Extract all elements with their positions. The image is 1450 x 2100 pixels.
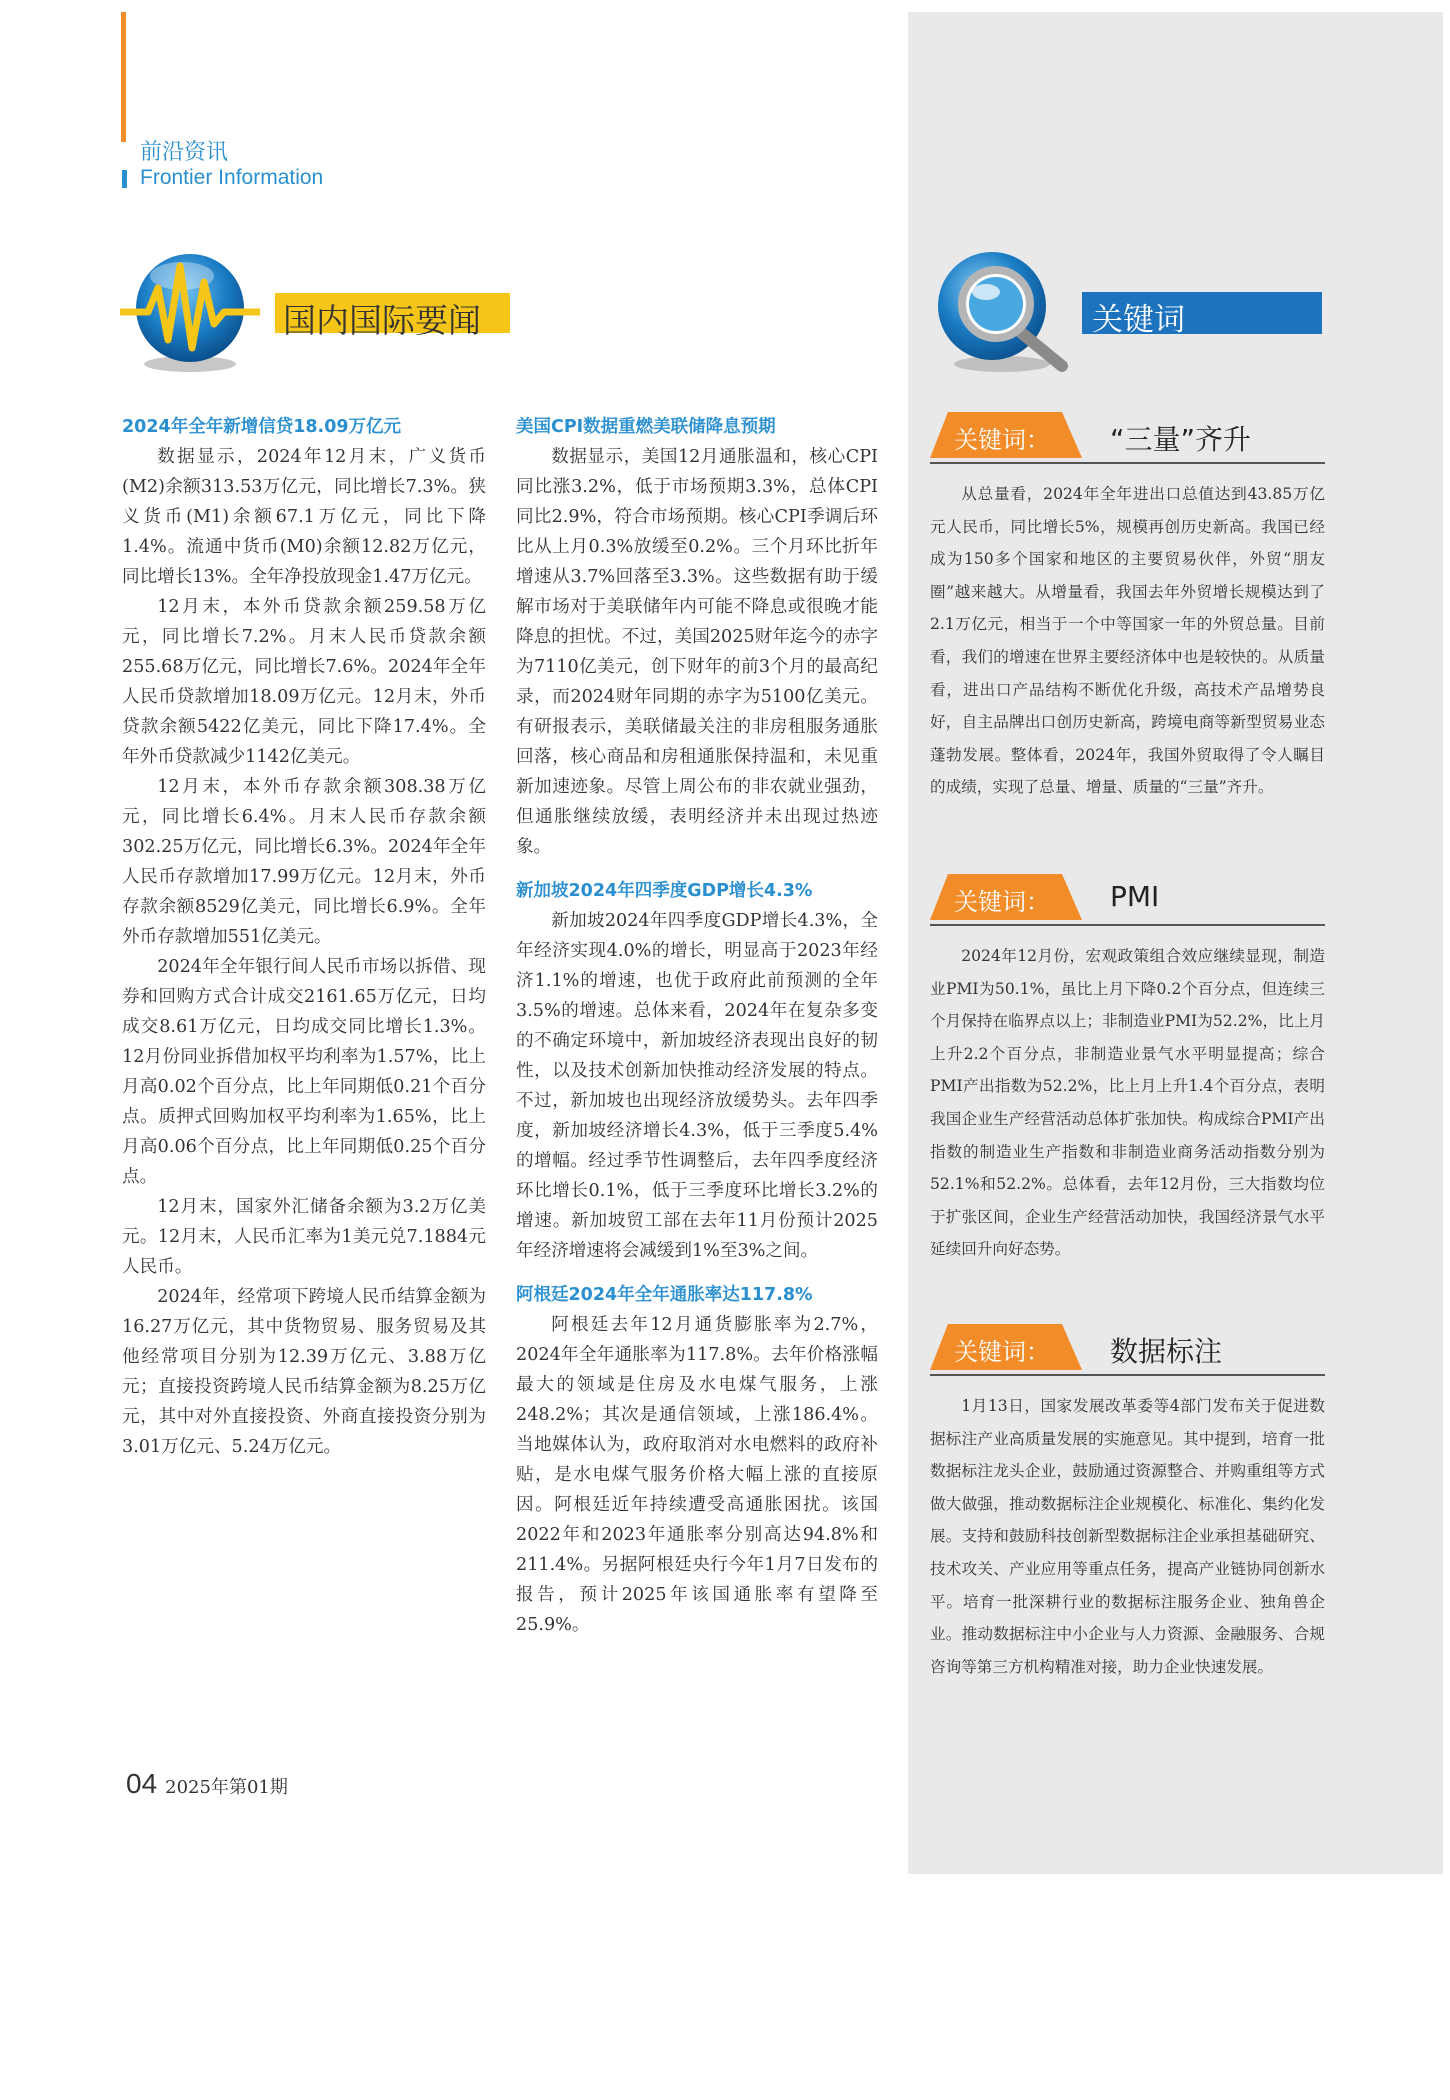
keyword-body (930, 940, 1325, 1266)
article-title: 2024年全年新增信贷18.09万亿元 (122, 417, 402, 437)
keyword-body (930, 1390, 1325, 1683)
article-paragraph: 12月末，本外币存款余额308.38万亿元，同比增长6.4%。月末人民币存款余额302.25万亿元，同比增长6.3%。2024年全年人民币存款增加17.99万亿元。12月末，外币存款余额8529亿美元，同比增长6.9%。全年外币存款增加551亿美元。 (122, 777, 486, 947)
keyword-paragraph: 1月13日，国家发展改革委等4部门发布关于促进数据标注产业高质量发展的实施意见。其中提到，培育一批数据标注龙头企业，鼓励通过资源整合、并购重组等方式做大做强，推动数据标注企业规模化、标准化、集约化发展。支持和鼓励科技创新型数据标注企业承担基础研究、技术攻关、产业应用等重点任务，提高产业链协同创新水平。培育一批深耕行业的数据标注服务企业、独角兽企业。推动数据标注中小企业与人力资源、金融服务、合规咨询等第三方机构精准对接，助力企业快速发展。 (930, 1397, 1325, 1676)
keyword-body (930, 478, 1325, 804)
article-paragraph: 12月末，本外币贷款余额259.58万亿元，同比增长7.2%。月末人民币贷款余额255.68万亿元，同比增长7.6%。2024年全年人民币贷款增加18.09万亿元。12月末，外币贷款余额5422亿美元，同比下降17.4%。全年外币贷款减少1142亿美元。 (122, 597, 486, 767)
keyword-tag-label: 关键词： (954, 426, 1050, 454)
page-footer (126, 1768, 288, 1800)
keywords-banner-label: 关键词 (1092, 302, 1185, 338)
magnifier-icon (930, 248, 1080, 378)
article-paragraph: 数据显示，2024年12月末，广义货币(M2)余额313.53万亿元，同比增长7.3%。狭义货币(M1)余额67.1万亿元，同比下降1.4%。流通中货币(M0)余额12.82万亿元，同比增长13%。全年净投放现金1.47万亿元。 (122, 447, 486, 587)
keyword-paragraph: 从总量看，2024年全年进出口总值达到43.85万亿元人民币，同比增长5%，规模再创历史新高。我国已经成为150多个国家和地区的主要贸易伙伴，外贸“朋友圈”越来越大。从增量看，我国去年外贸增长规模达到了2.1万亿元，相当于一个中等国家一年的外贸总量。目前看，我们的增速在世界主要经济体中也是较快的。从质量看，进出口产品结构不断优化升级，高技术产品增势良好，自主品牌出口创历史新高，跨境电商等新型贸易业态蓬勃发展。整体看，2024年，我国外贸取得了令人瞩目的成绩，实现了总量、增量、质量的“三量”齐升。 (930, 485, 1325, 797)
keyword-tag-label: 关键词： (954, 888, 1050, 916)
page-number: 04 (126, 1768, 158, 1799)
article-paragraph: 新加坡2024年四季度GDP增长4.3%，全年经济实现4.0%的增长，明显高于2023年经济1.1%的增速，也优于政府此前预测的全年3.5%的增速。总体来看，2024年在复杂多变的不确定环境中，新加坡经济表现出良好的韧性，以及技术创新加快推动经济发展的特点。不过，新加坡也出现经济放缓势头。去年四季度，新加坡经济增长4.3%，低于三季度5.4%的增幅。经过季节性调整后，去年四季度经济环比增长0.1%，低于三季度环比增长3.2%的增速。新加坡贸工部在去年11月份预计2025年经济增速将会减缓到1%至3%之间。 (516, 911, 878, 1261)
keyword-header (930, 1324, 1325, 1376)
header-accent-line (121, 12, 126, 142)
keyword-header (930, 412, 1325, 464)
keyword-title: 数据标注 (1110, 1335, 1223, 1368)
news-column-left (122, 410, 486, 1462)
article-title: 阿根廷2024年全年通胀率达117.8% (516, 1285, 813, 1305)
keyword-title: PMI (1110, 880, 1160, 913)
article-paragraph: 2024年，经常项下跨境人民币结算金额为16.27万亿元，其中货物贸易、服务贸易及其他经常项目分别为12.39万亿元、3.88万亿元；直接投资跨境人民币结算金额为8.25万亿元，其中对外直接投资、外商直接投资分别为3.01万亿元、5.24万亿元。 (122, 1287, 486, 1457)
section-title-cn: 前沿资讯 (140, 140, 229, 165)
article-paragraph: 阿根廷去年12月通货膨胀率为2.7%，2024年全年通胀率为117.8%。去年价格涨幅最大的领域是住房及水电煤气服务，上涨248.2%；其次是通信领域，上涨186.4%。当地媒体认为，政府取消对水电燃料的政府补贴，是水电煤气服务价格大幅上涨的直接原因。阿根廷近年持续遭受高通胀困扰。该国2022年和2023年通胀率分别高达94.8%和211.4%。另据阿根廷央行今年1月7日发布的报告，预计2025年该国通胀率有望降至25.9%。 (516, 1315, 878, 1635)
article-paragraph: 12月末，国家外汇储备余额为3.2万亿美元。12月末，人民币汇率为1美元兑7.1884元人民币。 (122, 1197, 486, 1277)
issue-label: 2025年第01期 (165, 1777, 288, 1798)
keyword-paragraph: 2024年12月份，宏观政策组合效应继续显现，制造业PMI为50.1%，虽比上月下降0.2个百分点，但连续三个月保持在临界点以上；非制造业PMI为52.2%，比上月上升2.2个百分点，非制造业景气水平明显提高；综合PMI产出指数为52.2%，比上月上升1.4个百分点，表明我国企业生产经营活动总体扩张加快。构成综合PMI产出指数的制造业生产指数和非制造业商务活动指数分别为52.1%和52.2%。总体看，去年12月份，三大指数均位于扩张区间，企业生产经营活动加快，我国经济景气水平延续回升向好态势。 (930, 947, 1325, 1259)
keyword-header (930, 874, 1325, 926)
article-title: 美国CPI数据重燃美联储降息预期 (516, 417, 776, 437)
keywords-banner (1082, 292, 1322, 338)
section-title-en: Frontier Information (140, 166, 324, 189)
article-title: 新加坡2024年四季度GDP增长4.3% (516, 881, 813, 901)
article-paragraph: 数据显示，美国12月通胀温和，核心CPI同比涨3.2%，低于市场预期3.3%，总体CPI同比2.9%，符合市场预期。核心CPI季调后环比从上月0.3%放缓至0.2%。三个月环比折年增速从3.7%回落至3.3%。这些数据有助于缓解市场对于美联储年内可能不降息或很晚才能降息的担忧。不过，美国2025财年迄今的赤字为7110亿美元，创下财年的前3个月的最高纪录，而2024财年同期的赤字为5100亿美元。有研报表示，美联储最关注的非房租服务通胀回落，核心商品和房租通胀保持温和，未见重新加速迹象。尽管上周公布的非农就业强劲，但通胀继续放缓，表明经济并未出现过热迹象。 (516, 447, 878, 857)
news-column-right (516, 410, 878, 1640)
keyword-title: “三量”齐升 (1110, 423, 1252, 456)
keyword-tag-label: 关键词： (954, 1338, 1050, 1366)
pulse-wave-icon (120, 248, 260, 378)
news-banner (275, 293, 510, 340)
article-paragraph: 2024年全年银行间人民币市场以拆借、现券和回购方式合计成交2161.65万亿元，日均成交8.61万亿元，日均成交同比增长1.3%。12月份同业拆借加权平均利率为1.57%，比上月高0.02个百分点，比上年同期低0.21个百分点。质押式回购加权平均利率为1.65%，比上月高0.06个百分点，比上年同期低0.25个百分点。 (122, 957, 486, 1187)
news-banner-label: 国内国际要闻 (283, 301, 481, 340)
